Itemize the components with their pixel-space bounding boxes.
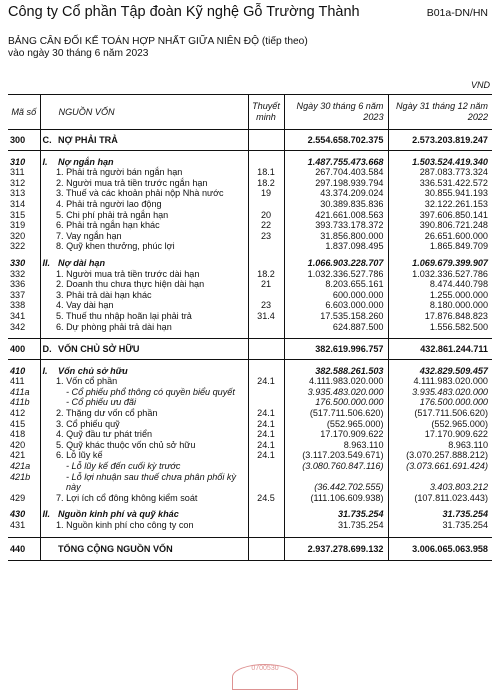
table-row — [8, 279, 492, 290]
row-label: 7. Lợi ích cổ đông không kiểm soát — [56, 492, 198, 503]
row-value-current: (552.965.000) — [284, 419, 388, 430]
row-value-current: (36.442.702.555) — [284, 472, 388, 493]
row-code: 400 — [8, 339, 40, 360]
report-title: BẢNG CÂN ĐỐI KẾ TOÁN HỢP NHẤT GIỮA NIÊN ĐỘ (tiếp theo) — [8, 36, 308, 47]
row-label: - Cổ phiếu ưu đãi — [66, 397, 136, 408]
row-value-previous: 432.861.244.711 — [388, 339, 492, 360]
row-note — [248, 520, 284, 531]
row-value-current: 382.588.261.503 — [284, 366, 388, 377]
table-row — [8, 241, 492, 252]
col-header-code: Mã số — [8, 95, 40, 130]
table-row — [8, 509, 492, 520]
row-code: 420 — [8, 440, 40, 451]
table-row — [8, 199, 492, 210]
row-note: 20 — [248, 210, 284, 221]
table-row — [8, 167, 492, 178]
row-note — [248, 130, 284, 151]
row-note — [248, 258, 284, 269]
row-value-previous: 3.935.483.020.000 — [412, 386, 488, 397]
row-roman — [40, 493, 56, 504]
row-label: 1. Vốn cổ phần — [56, 376, 118, 387]
row-value-current: 267.704.403.584 — [284, 167, 388, 178]
row-value-previous: 1.032.336.527.786 — [412, 268, 488, 279]
row-value-previous: (107.811.023.443) — [414, 492, 488, 503]
row-value-current: 31.735.254 — [284, 509, 388, 520]
row-code: 415 — [8, 419, 40, 430]
row-value-current: 43.374.209.024 — [284, 188, 388, 199]
row-label: 1. Nguồn kinh phí cho công ty con — [56, 520, 194, 530]
currency-label: VND — [470, 80, 490, 90]
row-roman — [40, 279, 56, 290]
row-roman: D. — [40, 339, 56, 360]
table-row — [8, 461, 492, 472]
row-value-current: 176.500.000.000 — [284, 397, 388, 408]
row-roman — [40, 408, 56, 419]
row-roman — [40, 450, 56, 461]
table-row — [8, 440, 492, 451]
table-row — [8, 178, 492, 189]
row-label: - Cổ phiếu phổ thông có quyền biểu quyết — [66, 386, 235, 397]
row-code: 421b — [8, 472, 40, 493]
table-row — [8, 366, 492, 377]
table-row — [8, 339, 492, 360]
row-note: 21 — [248, 279, 284, 290]
table-row — [8, 376, 492, 387]
row-value-current: (111.106.609.938) — [284, 493, 388, 504]
row-value-previous: (517.711.506.620) — [414, 408, 488, 419]
col-header-note: Thuyết minh — [248, 95, 284, 130]
row-roman — [40, 300, 56, 311]
row-value-previous: 287.083.773.324 — [419, 167, 488, 178]
row-label: 2. Người mua trả tiền trước ngắn hạn — [56, 177, 208, 188]
row-value-previous: 8.180.000.000 — [429, 300, 488, 311]
row-roman — [40, 537, 56, 561]
row-roman: I. — [42, 156, 48, 167]
row-value-previous: 8.474.440.798 — [429, 279, 488, 290]
row-label: 1. Người mua trả tiền trước dài hạn — [56, 268, 200, 279]
row-note: 18.2 — [248, 269, 284, 280]
row-label: NỢ PHẢI TRẢ — [56, 130, 248, 151]
row-label: 5. Chi phí phải trả ngắn hạn — [56, 209, 169, 220]
table-row — [8, 537, 492, 561]
row-code: 300 — [8, 130, 40, 151]
row-code: 411b — [8, 397, 40, 408]
row-value-current: (3.080.760.847.116) — [284, 461, 388, 472]
row-note — [248, 241, 284, 252]
row-note: 24.5 — [248, 493, 284, 504]
row-code: 411a — [8, 387, 40, 398]
row-value-current: 1.066.903.228.707 — [284, 258, 388, 269]
row-label: 4. Phải trả người lao động — [56, 198, 162, 209]
row-value-previous: 176.500.000.000 — [419, 397, 488, 408]
row-roman — [40, 231, 56, 242]
row-note: 24.1 — [248, 440, 284, 451]
row-note: 24.1 — [248, 376, 284, 387]
row-value-current: (517.711.506.620) — [284, 408, 388, 419]
company-name: Công ty Cổ phần Tập đoàn Kỹ nghệ Gỗ Trường Thành — [8, 4, 360, 20]
row-code: 342 — [8, 322, 40, 333]
row-value-current: 3.935.483.020.000 — [284, 387, 388, 398]
row-code: 429 — [8, 493, 40, 504]
row-note: 24.1 — [248, 429, 284, 440]
row-note — [248, 157, 284, 168]
row-value-previous: 31.735.254 — [442, 509, 488, 520]
row-code: 430 — [8, 509, 40, 520]
row-label: 6. Phải trả ngắn hạn khác — [56, 220, 160, 231]
row-code: 412 — [8, 408, 40, 419]
row-value-current: 624.887.500 — [284, 322, 388, 333]
row-roman — [40, 397, 56, 408]
col-header-source: NGUỒN VỐN — [40, 95, 248, 130]
table-row — [8, 300, 492, 311]
row-value-current: 1.837.098.495 — [284, 241, 388, 252]
row-note: 19 — [248, 188, 284, 199]
row-value-current: 2.554.658.702.375 — [284, 130, 388, 151]
row-roman: II. — [42, 509, 51, 520]
row-note — [248, 461, 284, 472]
row-value-previous: 26.651.600.000 — [424, 230, 488, 241]
row-value-previous: 8.963.110 — [448, 439, 488, 450]
row-value-current: 8.963.110 — [284, 440, 388, 451]
row-code: 410 — [8, 366, 40, 377]
row-note — [248, 537, 284, 561]
table-row — [8, 290, 492, 301]
row-note: 18.1 — [248, 167, 284, 178]
row-code: 322 — [8, 241, 40, 252]
row-label: - Lỗ lũy kế đến cuối kỳ trước — [66, 461, 181, 472]
table-row — [8, 269, 492, 280]
report-title-block — [8, 36, 308, 60]
row-code: 337 — [8, 290, 40, 301]
row-label: 4. Vay dài hạn — [56, 300, 114, 311]
row-note — [248, 366, 284, 377]
row-value-previous: 17.170.909.622 — [424, 429, 488, 440]
row-value-current: 17.535.158.260 — [284, 311, 388, 322]
row-code: 411 — [8, 376, 40, 387]
row-code: 332 — [8, 269, 40, 280]
row-roman: I. — [42, 365, 48, 376]
table-row — [8, 258, 492, 269]
row-value-previous: 397.606.850.141 — [419, 209, 488, 220]
report-date: vào ngày 30 tháng 6 năm 2023 — [8, 48, 149, 59]
row-label: VỐN CHỦ SỞ HỮU — [56, 339, 248, 360]
row-note — [248, 387, 284, 398]
row-roman — [40, 199, 56, 210]
table-row — [8, 231, 492, 242]
row-value-previous: 17.876.848.823 — [424, 310, 488, 321]
row-roman — [40, 440, 56, 451]
row-note — [248, 509, 284, 520]
row-roman: C. — [40, 130, 56, 151]
row-note: 31.4 — [248, 311, 284, 322]
row-label: 5. Quỹ khác thuộc vốn chủ sở hữu — [56, 439, 196, 450]
row-value-previous: (3.070.257.888.212) — [406, 450, 488, 461]
row-code: 440 — [8, 537, 40, 561]
table-row — [8, 408, 492, 419]
row-label: 8. Quỹ khen thưởng, phúc lợi — [56, 241, 175, 252]
row-label: 5. Thuế thu nhập hoãn lại phải trả — [56, 310, 192, 321]
row-roman — [40, 419, 56, 430]
row-note: 24.1 — [248, 419, 284, 430]
row-roman — [40, 167, 56, 178]
table-row — [8, 520, 492, 531]
seal-stamp: 0700530 — [232, 664, 298, 690]
row-value-previous: 3.403.803.212 — [429, 482, 488, 493]
row-note — [248, 397, 284, 408]
row-code: 341 — [8, 311, 40, 322]
row-label: Nguồn kinh phí và quỹ khác — [58, 509, 179, 520]
row-value-previous: 4.111.983.020.000 — [413, 376, 488, 387]
table-row — [8, 472, 492, 493]
row-note — [248, 290, 284, 301]
table-row — [8, 397, 492, 408]
row-label: 2. Thặng dư vốn cổ phần — [56, 408, 158, 419]
row-value-current: 382.619.996.757 — [284, 339, 388, 360]
form-code: B01a-DN/HN — [426, 7, 488, 19]
row-value-current: 393.733.178.372 — [284, 220, 388, 231]
row-code: 319 — [8, 220, 40, 231]
row-roman — [40, 241, 56, 252]
row-value-current: 6.603.000.000 — [284, 300, 388, 311]
table-header-row — [8, 95, 492, 130]
row-value-previous: 2.573.203.819.247 — [388, 130, 492, 151]
row-value-previous: 432.829.509.457 — [419, 365, 488, 376]
row-label: 6. Lỗ lũy kế — [56, 450, 103, 461]
table-row — [8, 387, 492, 398]
row-roman — [40, 520, 56, 531]
row-value-current: 2.937.278.699.132 — [284, 537, 388, 561]
balance-sheet-table — [8, 94, 492, 561]
row-code: 421a — [8, 461, 40, 472]
row-note: 23 — [248, 300, 284, 311]
row-code: 421 — [8, 450, 40, 461]
row-value-previous: 30.855.941.193 — [424, 188, 488, 199]
row-code: 320 — [8, 231, 40, 242]
row-code: 338 — [8, 300, 40, 311]
row-value-previous: (3.073.661.691.424) — [406, 461, 488, 472]
row-code: 314 — [8, 199, 40, 210]
row-value-current: 1.487.755.473.668 — [284, 157, 388, 168]
table-row — [8, 311, 492, 322]
row-note — [248, 322, 284, 333]
table-row — [8, 450, 492, 461]
row-roman — [40, 472, 56, 493]
row-value-previous: (552.965.000) — [431, 418, 488, 429]
row-value-current: 30.389.835.836 — [284, 199, 388, 210]
row-roman — [40, 461, 56, 472]
row-label: 1. Phải trả người bán ngắn hạn — [56, 167, 183, 178]
row-roman — [40, 429, 56, 440]
table-row — [8, 157, 492, 168]
table-row — [8, 429, 492, 440]
row-label: 3. Thuế và các khoản phải nộp Nhà nước — [56, 188, 224, 199]
row-label: - Lỗ lợi nhuận sau thuế chưa phân phối kỳ này — [66, 471, 237, 493]
row-label: Nợ ngắn hạn — [58, 156, 114, 167]
table-row — [8, 322, 492, 333]
row-label: Vốn chủ sở hữu — [58, 365, 128, 376]
row-note — [248, 199, 284, 210]
row-code: 315 — [8, 210, 40, 221]
row-value-current: 8.203.655.161 — [284, 279, 388, 290]
row-code: 310 — [8, 157, 40, 168]
row-value-previous: 3.006.065.063.958 — [388, 537, 492, 561]
row-value-current: 31.856.800.000 — [284, 231, 388, 242]
row-value-previous: 31.735.254 — [442, 520, 488, 530]
row-code: 431 — [8, 520, 40, 531]
row-code: 313 — [8, 188, 40, 199]
row-value-current: (3.117.203.549.671) — [284, 450, 388, 461]
row-value-current: 1.032.336.527.786 — [284, 269, 388, 280]
row-roman — [40, 178, 56, 189]
row-code: 336 — [8, 279, 40, 290]
row-note: 22 — [248, 220, 284, 231]
row-value-previous: 1.556.582.500 — [429, 321, 488, 332]
row-roman — [40, 210, 56, 221]
row-note — [248, 472, 284, 493]
row-roman — [40, 311, 56, 322]
row-roman: II. — [42, 257, 51, 268]
row-value-previous: 390.806.721.248 — [419, 220, 488, 231]
table-row — [8, 419, 492, 430]
row-note: 18.2 — [248, 178, 284, 189]
row-label: 4. Quỹ đầu tư phát triển — [56, 429, 153, 440]
row-note — [248, 339, 284, 360]
row-roman — [40, 290, 56, 301]
row-roman — [40, 220, 56, 231]
row-value-previous: 32.122.261.153 — [424, 198, 488, 209]
table-row — [8, 220, 492, 231]
row-value-current: 4.111.983.020.000 — [284, 376, 388, 387]
row-label: TỔNG CỘNG NGUỒN VỐN — [56, 537, 248, 561]
row-value-previous: 1.069.679.399.907 — [412, 257, 488, 268]
row-note: 24.1 — [248, 450, 284, 461]
row-label: 6. Dự phòng phải trả dài hạn — [56, 321, 172, 332]
table-row — [8, 130, 492, 151]
row-value-current: 600.000.000 — [284, 290, 388, 301]
row-label: 7. Vay ngắn hạn — [56, 230, 122, 241]
row-value-current: 31.735.254 — [284, 520, 388, 531]
row-label: Nợ dài hạn — [58, 257, 106, 268]
row-label: 3. Cổ phiếu quỹ — [56, 418, 120, 429]
row-label: 2. Doanh thu chưa thực hiện dài hạn — [56, 279, 205, 290]
row-roman — [40, 322, 56, 333]
col-header-previous: Ngày 31 tháng 12 năm 2022 — [388, 95, 492, 130]
row-label: 3. Phải trả dài hạn khác — [56, 289, 152, 300]
row-code: 311 — [8, 167, 40, 178]
row-code: 312 — [8, 178, 40, 189]
row-roman — [40, 387, 56, 398]
row-roman — [40, 188, 56, 199]
row-value-current: 17.170.909.622 — [284, 429, 388, 440]
row-value-previous: 336.531.422.572 — [419, 177, 488, 188]
table-row — [8, 493, 492, 504]
row-note: 24.1 — [248, 408, 284, 419]
row-code: 330 — [8, 258, 40, 269]
row-value-previous: 1.865.849.709 — [429, 241, 488, 252]
row-value-current: 421.661.008.563 — [284, 210, 388, 221]
row-value-previous: 1.255.000.000 — [429, 289, 488, 300]
table-row — [8, 210, 492, 221]
row-value-current: 297.198.939.794 — [284, 178, 388, 189]
row-value-previous: 1.503.524.419.340 — [412, 156, 488, 167]
col-header-current: Ngày 30 tháng 6 năm 2023 — [284, 95, 388, 130]
table-body — [8, 130, 492, 561]
row-note: 23 — [248, 231, 284, 242]
row-roman — [40, 269, 56, 280]
row-roman — [40, 376, 56, 387]
table-row — [8, 188, 492, 199]
row-code: 418 — [8, 429, 40, 440]
